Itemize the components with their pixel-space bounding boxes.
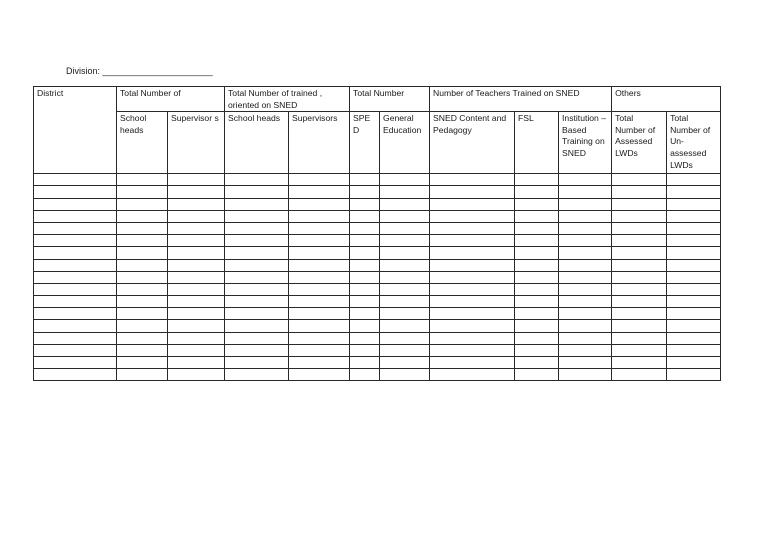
subheader-trained-school-heads: School heads [225, 112, 289, 174]
table-cell[interactable] [350, 320, 380, 332]
table-cell[interactable] [430, 271, 515, 283]
table-cell[interactable] [34, 210, 117, 222]
table-cell[interactable] [430, 332, 515, 344]
table-cell[interactable] [117, 344, 168, 356]
table-cell[interactable] [289, 235, 350, 247]
table-cell[interactable] [667, 247, 721, 259]
table-cell[interactable] [380, 283, 430, 295]
table-cell[interactable] [612, 210, 667, 222]
table-row [34, 344, 721, 356]
table-cell[interactable] [289, 283, 350, 295]
table-cell[interactable] [117, 259, 168, 271]
table-cell[interactable] [559, 308, 612, 320]
table-cell[interactable] [559, 357, 612, 369]
table-cell[interactable] [515, 296, 559, 308]
table-cell[interactable] [430, 320, 515, 332]
table-cell[interactable] [559, 344, 612, 356]
table-cell[interactable] [612, 222, 667, 234]
subheader-sned-content-pedagogy: SNED Content and Pedagogy [430, 112, 515, 174]
table-cell[interactable] [225, 222, 289, 234]
table-cell[interactable] [225, 259, 289, 271]
table-cell[interactable] [168, 186, 225, 198]
table-cell[interactable] [225, 198, 289, 210]
table-cell[interactable] [168, 235, 225, 247]
table-cell[interactable] [225, 308, 289, 320]
header-row-1 [34, 87, 721, 112]
table-cell[interactable] [667, 235, 721, 247]
table-cell[interactable] [289, 247, 350, 259]
subheader-general-education: General Education [380, 112, 430, 174]
table-cell[interactable] [380, 210, 430, 222]
table-cell[interactable] [667, 369, 721, 381]
table-cell[interactable] [34, 235, 117, 247]
table-cell[interactable] [225, 332, 289, 344]
table-cell[interactable] [350, 344, 380, 356]
subheader-sped: SPED [350, 112, 380, 174]
table-row [34, 222, 721, 234]
table-cell[interactable] [612, 283, 667, 295]
table-cell[interactable] [350, 259, 380, 271]
table-cell[interactable] [225, 210, 289, 222]
table-cell[interactable] [117, 332, 168, 344]
table-cell[interactable] [289, 210, 350, 222]
table-cell[interactable] [559, 259, 612, 271]
division-label: Division: [66, 66, 101, 76]
table-cell[interactable] [430, 222, 515, 234]
table-cell[interactable] [515, 235, 559, 247]
table-cell[interactable] [612, 174, 667, 186]
table-cell[interactable] [350, 198, 380, 210]
table-cell[interactable] [34, 357, 117, 369]
table-cell[interactable] [430, 296, 515, 308]
table-cell[interactable] [289, 332, 350, 344]
table-cell[interactable] [168, 357, 225, 369]
table-cell[interactable] [430, 308, 515, 320]
table-cell[interactable] [667, 320, 721, 332]
subheader-trained-supervisors: Supervisors [289, 112, 350, 174]
table-cell[interactable] [117, 308, 168, 320]
table-cell[interactable] [612, 308, 667, 320]
table-cell[interactable] [559, 186, 612, 198]
table-cell[interactable] [117, 235, 168, 247]
table-cell[interactable] [430, 235, 515, 247]
table-cell[interactable] [559, 247, 612, 259]
table-cell[interactable] [380, 332, 430, 344]
table-cell[interactable] [515, 174, 559, 186]
table-cell[interactable] [380, 247, 430, 259]
table-cell[interactable] [380, 296, 430, 308]
table-cell[interactable] [225, 344, 289, 356]
table-cell[interactable] [350, 308, 380, 320]
table-cell[interactable] [380, 357, 430, 369]
table-cell[interactable] [117, 186, 168, 198]
table-cell[interactable] [289, 222, 350, 234]
table-cell[interactable] [515, 186, 559, 198]
table-cell[interactable] [168, 174, 225, 186]
table-cell[interactable] [667, 344, 721, 356]
header-row-2 [34, 112, 721, 174]
table-cell[interactable] [34, 283, 117, 295]
table-cell[interactable] [559, 235, 612, 247]
table-cell[interactable] [289, 320, 350, 332]
table-cell[interactable] [117, 320, 168, 332]
table-cell[interactable] [117, 271, 168, 283]
header-district: District [34, 87, 117, 174]
table-cell[interactable] [667, 357, 721, 369]
table-cell[interactable] [380, 186, 430, 198]
table-cell[interactable] [559, 369, 612, 381]
table-cell[interactable] [515, 259, 559, 271]
table-cell[interactable] [34, 271, 117, 283]
table-cell[interactable] [515, 332, 559, 344]
table-cell[interactable] [350, 369, 380, 381]
table-row [34, 210, 721, 222]
table-cell[interactable] [225, 283, 289, 295]
table-cell[interactable] [430, 369, 515, 381]
table-cell[interactable] [667, 296, 721, 308]
table-row [34, 332, 721, 344]
table-cell[interactable] [559, 320, 612, 332]
table-cell[interactable] [117, 222, 168, 234]
table-cell[interactable] [289, 308, 350, 320]
table-cell[interactable] [34, 186, 117, 198]
table-row [34, 198, 721, 210]
subheader-school-heads: School heads [117, 112, 168, 174]
table-cell[interactable] [380, 271, 430, 283]
report-table [33, 86, 721, 381]
table-row [34, 283, 721, 295]
table-cell[interactable] [430, 198, 515, 210]
subheader-fsl: FSL [515, 112, 559, 174]
table-cell[interactable] [612, 320, 667, 332]
table-cell[interactable] [168, 320, 225, 332]
table-cell[interactable] [34, 308, 117, 320]
table-cell[interactable] [168, 296, 225, 308]
table-row [34, 308, 721, 320]
table-cell[interactable] [612, 186, 667, 198]
division-blank[interactable]: ______________________ [102, 66, 213, 76]
table-cell[interactable] [168, 369, 225, 381]
table-cell[interactable] [225, 186, 289, 198]
table-cell[interactable] [34, 222, 117, 234]
table-row [34, 259, 721, 271]
table-cell[interactable] [34, 320, 117, 332]
table-row [34, 296, 721, 308]
table-cell[interactable] [350, 271, 380, 283]
table-cell[interactable] [612, 296, 667, 308]
table-cell[interactable] [225, 247, 289, 259]
table-cell[interactable] [225, 271, 289, 283]
table-cell[interactable] [515, 283, 559, 295]
header-total-trained-oriented: Total Number of trained , oriented on SNED [225, 87, 350, 112]
table-cell[interactable] [225, 320, 289, 332]
table-cell[interactable] [430, 357, 515, 369]
table-cell[interactable] [34, 344, 117, 356]
table-row [34, 320, 721, 332]
table-cell[interactable] [225, 369, 289, 381]
table-cell[interactable] [289, 271, 350, 283]
table-cell[interactable] [430, 283, 515, 295]
table-cell[interactable] [515, 344, 559, 356]
table-cell[interactable] [34, 369, 117, 381]
table-cell[interactable] [515, 271, 559, 283]
table-cell[interactable] [430, 186, 515, 198]
table-cell[interactable] [515, 369, 559, 381]
table-cell[interactable] [168, 308, 225, 320]
table-cell[interactable] [515, 320, 559, 332]
table-cell[interactable] [168, 271, 225, 283]
table-cell[interactable] [515, 198, 559, 210]
table-cell[interactable] [612, 369, 667, 381]
subheader-supervisors: Supervisor s [168, 112, 225, 174]
table-cell[interactable] [559, 283, 612, 295]
table-cell[interactable] [612, 271, 667, 283]
table-cell[interactable] [168, 210, 225, 222]
table-cell[interactable] [117, 283, 168, 295]
table-cell[interactable] [168, 283, 225, 295]
subheader-institution-based-training: Institution – Based Training on SNED [559, 112, 612, 174]
table-body [34, 174, 721, 381]
table-cell[interactable] [667, 259, 721, 271]
table-cell[interactable] [350, 222, 380, 234]
table-cell[interactable] [667, 210, 721, 222]
table-row [34, 186, 721, 198]
table-row [34, 357, 721, 369]
header-teachers-trained-sned: Number of Teachers Trained on SNED [430, 87, 612, 112]
table-cell[interactable] [350, 357, 380, 369]
table-cell[interactable] [34, 198, 117, 210]
table-cell[interactable] [430, 247, 515, 259]
division-line [66, 66, 213, 77]
table-cell[interactable] [289, 344, 350, 356]
table-cell[interactable] [117, 296, 168, 308]
table-cell[interactable] [289, 357, 350, 369]
table-cell[interactable] [515, 357, 559, 369]
table-cell[interactable] [350, 186, 380, 198]
table-cell[interactable] [380, 320, 430, 332]
table-cell[interactable] [289, 198, 350, 210]
table-cell[interactable] [117, 369, 168, 381]
table-cell[interactable] [559, 210, 612, 222]
table-row [34, 271, 721, 283]
table-cell[interactable] [350, 210, 380, 222]
table-cell[interactable] [380, 369, 430, 381]
table-cell[interactable] [612, 357, 667, 369]
table-cell[interactable] [515, 247, 559, 259]
header-others: Others [612, 87, 721, 112]
table-cell[interactable] [559, 296, 612, 308]
table-cell[interactable] [225, 296, 289, 308]
table-cell[interactable] [225, 357, 289, 369]
table-cell[interactable] [168, 259, 225, 271]
table-cell[interactable] [117, 198, 168, 210]
table-cell[interactable] [117, 357, 168, 369]
table-cell[interactable] [289, 259, 350, 271]
table-cell[interactable] [612, 344, 667, 356]
table-cell[interactable] [380, 344, 430, 356]
table-cell[interactable] [34, 174, 117, 186]
table-cell[interactable] [430, 344, 515, 356]
table-row [34, 174, 721, 186]
table-cell[interactable] [559, 198, 612, 210]
header-total-number: Total Number [350, 87, 430, 112]
table-cell[interactable] [667, 186, 721, 198]
header-total-number-of: Total Number of [117, 87, 225, 112]
table-cell[interactable] [667, 283, 721, 295]
subheader-unassessed-lwds: Total Number of Un-assessed LWDs [667, 112, 721, 174]
table-cell[interactable] [612, 235, 667, 247]
table-cell[interactable] [168, 247, 225, 259]
table-cell[interactable] [380, 222, 430, 234]
table-cell[interactable] [515, 222, 559, 234]
table-cell[interactable] [515, 210, 559, 222]
table-cell[interactable] [34, 332, 117, 344]
table-cell[interactable] [559, 222, 612, 234]
table-cell[interactable] [667, 174, 721, 186]
table-cell[interactable] [612, 332, 667, 344]
table-cell[interactable] [225, 174, 289, 186]
table-cell[interactable] [168, 344, 225, 356]
table-cell[interactable] [612, 259, 667, 271]
table-cell[interactable] [667, 332, 721, 344]
table-cell[interactable] [289, 174, 350, 186]
table-cell[interactable] [667, 308, 721, 320]
table-cell[interactable] [117, 247, 168, 259]
table-cell[interactable] [515, 308, 559, 320]
table-cell[interactable] [380, 174, 430, 186]
table-cell[interactable] [612, 198, 667, 210]
table-row [34, 235, 721, 247]
table-cell[interactable] [34, 247, 117, 259]
table-cell[interactable] [430, 210, 515, 222]
table-cell[interactable] [559, 271, 612, 283]
table-cell[interactable] [117, 210, 168, 222]
table-cell[interactable] [168, 222, 225, 234]
table-cell[interactable] [380, 198, 430, 210]
table-cell[interactable] [559, 174, 612, 186]
table-cell[interactable] [225, 235, 289, 247]
table-cell[interactable] [350, 174, 380, 186]
table-cell[interactable] [34, 296, 117, 308]
table-cell[interactable] [350, 235, 380, 247]
table-cell[interactable] [612, 247, 667, 259]
table-cell[interactable] [430, 174, 515, 186]
table-cell[interactable] [289, 296, 350, 308]
table-cell[interactable] [380, 259, 430, 271]
table-cell[interactable] [667, 271, 721, 283]
table-cell[interactable] [34, 259, 117, 271]
table-cell[interactable] [667, 198, 721, 210]
table-cell[interactable] [380, 308, 430, 320]
table-cell[interactable] [430, 259, 515, 271]
table-cell[interactable] [350, 296, 380, 308]
table-cell[interactable] [289, 186, 350, 198]
table-cell[interactable] [117, 174, 168, 186]
table-cell[interactable] [168, 332, 225, 344]
table-cell[interactable] [289, 369, 350, 381]
table-cell[interactable] [168, 198, 225, 210]
table-row [34, 247, 721, 259]
subheader-assessed-lwds: Total Number of Assessed LWDs [612, 112, 667, 174]
table-row [34, 369, 721, 381]
table-cell[interactable] [350, 247, 380, 259]
table-cell[interactable] [380, 235, 430, 247]
table-cell[interactable] [350, 332, 380, 344]
table-cell[interactable] [350, 283, 380, 295]
table-cell[interactable] [667, 222, 721, 234]
table-cell[interactable] [559, 332, 612, 344]
